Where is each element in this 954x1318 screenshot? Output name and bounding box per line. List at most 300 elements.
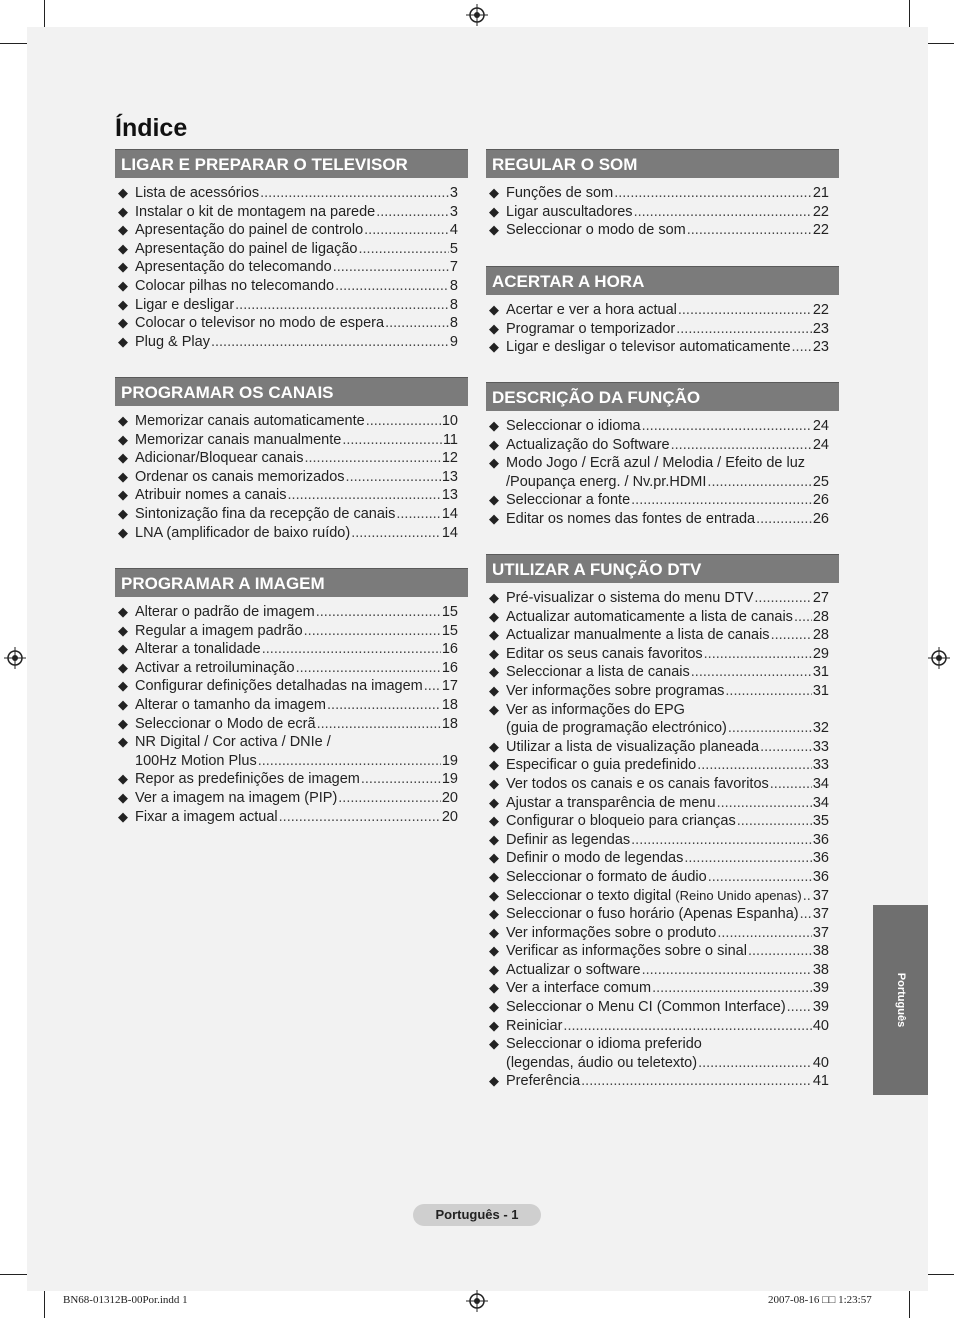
toc-entry-row (135, 296, 458, 315)
dot-leader (376, 203, 449, 222)
dot-leader (361, 770, 441, 789)
toc-entry-row (135, 715, 458, 734)
toc-page-number: 39 (812, 999, 829, 1016)
toc-page-number: 16 (441, 659, 458, 676)
toc-entry-label: Especificar o guia predefinido (506, 757, 697, 774)
toc-page-number: 25 (812, 473, 829, 490)
toc-entry-label: NR Digital / Cor activa / DNIe / (135, 734, 331, 751)
section-heading: REGULAR O SOM (486, 149, 839, 178)
crop-mark (0, 1274, 27, 1275)
toc-entry-label: Alterar o tamanho da imagem (135, 696, 327, 713)
dot-leader (279, 808, 441, 827)
toc-section (115, 149, 468, 351)
toc-entry-label-continued: (legendas, áudio ou teletexto) (506, 1054, 698, 1071)
toc-entry-row (506, 663, 829, 682)
diamond-bullet-icon: ◆ (489, 831, 499, 847)
toc-page-number: 29 (812, 645, 829, 662)
diamond-bullet-icon: ◆ (118, 789, 128, 805)
dot-leader (327, 696, 441, 715)
toc-entry (486, 905, 839, 924)
toc-entry-row (506, 491, 829, 510)
toc-list (115, 406, 468, 542)
dot-leader (698, 1054, 812, 1073)
toc-entry (486, 682, 839, 701)
dot-leader (676, 320, 812, 339)
toc-page-number: 17 (441, 678, 458, 695)
section-heading: ACERTAR A HORA (486, 266, 839, 295)
diamond-bullet-icon: ◆ (489, 794, 499, 810)
toc-entry (115, 468, 468, 487)
diamond-bullet-icon: ◆ (489, 627, 499, 643)
toc-entry-label: Memorizar canais automaticamente (135, 413, 365, 429)
dot-leader (792, 338, 812, 357)
toc-entry (486, 794, 839, 813)
toc-list (486, 411, 839, 529)
diamond-bullet-icon: ◆ (489, 436, 499, 452)
dot-leader (364, 221, 449, 240)
toc-page-number: 23 (812, 320, 829, 337)
dot-leader (642, 961, 812, 980)
toc-entry (486, 338, 839, 357)
diamond-bullet-icon: ◆ (118, 808, 128, 824)
dot-leader (316, 603, 441, 622)
toc-entry (486, 1072, 839, 1091)
toc-entry (486, 998, 839, 1017)
dot-leader (691, 663, 812, 682)
diamond-bullet-icon: ◆ (118, 468, 128, 484)
dot-leader (333, 258, 449, 277)
toc-entry-row (506, 473, 829, 492)
toc-page-number: 33 (812, 757, 829, 774)
toc-entry-note: (Reino Unido apenas) (675, 887, 802, 903)
toc-entry (486, 887, 839, 906)
registration-mark-icon (466, 4, 488, 26)
dot-leader (717, 924, 811, 943)
dot-leader (614, 184, 812, 203)
diamond-bullet-icon: ◆ (118, 505, 128, 521)
dot-leader (317, 715, 441, 734)
toc-entry-label-continued: (guia de programação electrónico) (506, 720, 727, 737)
diamond-bullet-icon: ◆ (489, 510, 499, 526)
section-heading: UTILIZAR A FUNÇÃO DTV (486, 554, 839, 583)
toc-entry (115, 603, 468, 622)
toc-entry-label: Ordenar os canais memorizados (135, 468, 345, 485)
section-heading: PROGRAMAR OS CANAIS (115, 377, 468, 406)
dot-leader (684, 849, 812, 868)
diamond-bullet-icon: ◆ (489, 980, 499, 996)
toc-entry-label: Seleccionar o fuso horário (Apenas Espanha) (506, 906, 799, 923)
diamond-bullet-icon: ◆ (489, 682, 499, 698)
toc-entry (486, 608, 839, 627)
crop-mark (0, 43, 27, 44)
toc-entry-row (506, 719, 829, 738)
toc-section (115, 568, 468, 826)
dot-leader (707, 473, 811, 492)
toc-entry-row (135, 258, 458, 277)
toc-entry-row (506, 1017, 829, 1036)
toc-entry (486, 812, 839, 831)
toc-page-number: 40 (812, 1054, 829, 1071)
toc-page-number: 19 (441, 771, 458, 788)
dot-leader (748, 942, 812, 961)
toc-entry-row (506, 436, 829, 455)
toc-page-number: 21 (812, 185, 829, 201)
toc-entry (486, 663, 839, 682)
dot-leader (385, 314, 449, 333)
diamond-bullet-icon: ◆ (118, 622, 128, 638)
toc-entry (486, 756, 839, 775)
toc-entry-label: Editar os seus canais favoritos (506, 645, 703, 662)
toc-entry-label: Fixar a imagem actual (135, 808, 278, 825)
toc-page-number: 20 (441, 808, 458, 825)
toc-entry-row (506, 998, 829, 1017)
toc-entry (486, 849, 839, 868)
toc-entry-row (506, 184, 829, 203)
crop-mark (909, 1291, 910, 1318)
toc-entry-label: Atribuir nomes a canais (135, 487, 287, 504)
crop-mark (927, 43, 954, 44)
diamond-bullet-icon: ◆ (489, 339, 499, 355)
toc-entry-row (506, 221, 829, 240)
diamond-bullet-icon: ◆ (489, 906, 499, 922)
dot-leader (737, 812, 812, 831)
diamond-bullet-icon: ◆ (489, 492, 499, 508)
diamond-bullet-icon: ◆ (489, 1036, 499, 1052)
toc-entry (115, 505, 468, 524)
toc-entry-row (135, 468, 458, 487)
dot-leader (351, 524, 441, 543)
toc-page-number: 9 (449, 333, 458, 350)
toc-entry-label: Pré-visualizar o sistema do menu DTV (506, 590, 754, 606)
toc-entry (115, 449, 468, 468)
toc-entry-label: Programar o temporizador (506, 320, 676, 337)
toc-entry-row (135, 221, 458, 240)
registration-mark-icon (466, 1290, 488, 1312)
toc-entry-label: Sintonização fina da recepção de canais (135, 505, 396, 522)
toc-page-number: 23 (812, 339, 829, 356)
toc-entry (486, 203, 839, 222)
toc-entry-label: Ajustar a transparência de menu (506, 794, 716, 811)
toc-entry (115, 486, 468, 505)
toc-page-number: 24 (812, 418, 829, 434)
dot-leader (754, 589, 811, 608)
toc-page-number: 35 (812, 813, 829, 830)
toc-entry-label: Actualizar manualmente a lista de canais (506, 627, 770, 644)
toc-entry-label: Actualizar automaticamente a lista de canais (506, 608, 793, 625)
toc-entry-row (506, 905, 829, 924)
dot-leader (678, 301, 812, 320)
toc-entry-row (506, 924, 829, 943)
dot-leader (424, 677, 441, 696)
dot-leader (346, 468, 441, 487)
toc-entry (486, 979, 839, 998)
crop-mark (927, 1274, 954, 1275)
toc-entry-label: Ver a interface comum (506, 980, 652, 997)
toc-entry-label: Apresentação do telecomando (135, 259, 332, 276)
toc-entry-label: Modo Jogo / Ecrã azul / Melodia / Efeito de luz (506, 455, 806, 472)
toc-entry (486, 738, 839, 757)
toc-entry-row (135, 808, 458, 827)
toc-entry-row (135, 184, 458, 203)
toc-entry (115, 789, 468, 808)
dot-leader (304, 622, 441, 641)
toc-list (486, 295, 839, 357)
toc-entry-row (135, 640, 458, 659)
toc-page-number: 14 (441, 505, 458, 522)
diamond-bullet-icon: ◆ (118, 715, 128, 731)
toc-entry-row (506, 608, 829, 627)
diamond-bullet-icon: ◆ (489, 868, 499, 884)
toc-entry-row (506, 961, 829, 980)
diamond-bullet-icon: ◆ (489, 775, 499, 791)
toc-page-number: 37 (812, 887, 829, 904)
toc-page-number: 28 (812, 608, 829, 625)
toc-entry-label: Seleccionar a lista de canais (506, 664, 690, 681)
toc-entry-label: Acertar e ver a hora actual (506, 302, 677, 318)
toc-page-number: 31 (812, 664, 829, 681)
diamond-bullet-icon: ◆ (489, 222, 499, 238)
toc-page-number: 20 (441, 789, 458, 806)
page-title: Índice (115, 114, 188, 142)
toc-page-number: 5 (449, 240, 458, 257)
diamond-bullet-icon: ◆ (118, 524, 128, 540)
dot-leader (704, 645, 812, 664)
toc-page-number: 16 (441, 641, 458, 658)
toc-entry (486, 320, 839, 339)
toc-page-number: 34 (812, 775, 829, 792)
toc-entry-label: Lista de acessórios (135, 185, 260, 201)
toc-entry-row (506, 203, 829, 222)
section-heading: DESCRIÇÃO DA FUNÇÃO (486, 382, 839, 411)
toc-page-number: 12 (441, 450, 458, 467)
dot-leader (671, 436, 812, 455)
toc-entry-label: Colocar pilhas no telecomando (135, 277, 335, 294)
toc-page-number: 13 (441, 487, 458, 504)
toc-section (115, 377, 468, 542)
toc-entry-row (135, 240, 458, 259)
toc-entry (115, 184, 468, 203)
toc-entry-row (506, 979, 829, 998)
dot-leader (335, 277, 449, 296)
toc-page-number: 36 (812, 831, 829, 848)
diamond-bullet-icon: ◆ (489, 455, 499, 471)
diamond-bullet-icon: ◆ (489, 302, 499, 317)
dot-leader (770, 775, 812, 794)
toc-page-number: 31 (812, 682, 829, 699)
diamond-bullet-icon: ◆ (118, 678, 128, 694)
toc-entry-label-continued: /Poupança energ. / Nv.pr.HDMI (506, 473, 707, 490)
diamond-bullet-icon: ◆ (489, 320, 499, 336)
toc-page-number: 14 (441, 524, 458, 541)
toc-entry (486, 184, 839, 203)
toc-entry-label: Ver todos os canais e os canais favoritos (506, 775, 769, 792)
diamond-bullet-icon: ◆ (118, 222, 128, 238)
toc-entry (486, 454, 839, 491)
dot-leader (634, 203, 812, 222)
toc-entry-label-continued: 100Hz Motion Plus (135, 752, 257, 769)
toc-page-number: 37 (812, 924, 829, 941)
toc-page-number: 41 (812, 1073, 829, 1090)
toc-page-number: 40 (812, 1017, 829, 1034)
diamond-bullet-icon: ◆ (118, 277, 128, 293)
toc-entry-label: LNA (amplificador de baixo ruído) (135, 524, 351, 541)
toc-page-number: 3 (449, 185, 458, 201)
toc-page-number: 15 (441, 622, 458, 639)
toc-page-number: 22 (812, 203, 829, 220)
toc-entry-row (135, 505, 458, 524)
toc-entry (486, 701, 839, 738)
toc-entry (115, 296, 468, 315)
toc-entry (486, 301, 839, 320)
diamond-bullet-icon: ◆ (118, 296, 128, 312)
diamond-bullet-icon: ◆ (489, 813, 499, 829)
diamond-bullet-icon: ◆ (118, 203, 128, 219)
toc-entry-label: Editar os nomes das fontes de entrada (506, 510, 756, 527)
toc-page-number: 8 (449, 277, 458, 294)
dot-leader (708, 868, 812, 887)
toc-entry-label: Configurar o bloqueio para crianças (506, 813, 736, 830)
toc-page-number: 36 (812, 868, 829, 885)
diamond-bullet-icon: ◆ (489, 185, 499, 200)
dot-leader (787, 998, 812, 1017)
diamond-bullet-icon: ◆ (489, 924, 499, 940)
toc-entry (115, 258, 468, 277)
toc-entry (486, 868, 839, 887)
toc-page-number: 22 (812, 302, 829, 318)
toc-entry-label: Adicionar/Bloquear canais (135, 450, 304, 467)
toc-entry-label: Seleccionar o formato de áudio (506, 868, 707, 885)
toc-page-number: 18 (441, 696, 458, 713)
diamond-bullet-icon: ◆ (489, 1073, 499, 1089)
toc-entry (486, 1035, 839, 1072)
toc-entry-label: Repor as predefinições de imagem (135, 771, 360, 788)
toc-entry (115, 715, 468, 734)
toc-entry (486, 221, 839, 240)
toc-entry-label: Definir o modo de legendas (506, 850, 684, 867)
toc-entry-label: Ligar e desligar o televisor automaticamente (506, 339, 791, 356)
diamond-bullet-icon: ◆ (489, 887, 499, 903)
toc-entry (486, 436, 839, 455)
dot-leader (803, 887, 812, 906)
toc-entry-row (506, 812, 829, 831)
toc-entry-row (135, 770, 458, 789)
toc-page-number: 28 (812, 627, 829, 644)
diamond-bullet-icon: ◆ (489, 590, 499, 605)
toc-page-number: 13 (441, 468, 458, 485)
dot-leader (359, 240, 449, 259)
toc-entry-label: Seleccionar o modo de som (506, 222, 686, 239)
dot-leader (652, 979, 812, 998)
diamond-bullet-icon: ◆ (489, 999, 499, 1015)
toc-list (115, 178, 468, 351)
toc-entry-row (506, 868, 829, 887)
diamond-bullet-icon: ◆ (118, 185, 128, 200)
toc-page-number: 10 (441, 413, 458, 429)
diamond-bullet-icon: ◆ (118, 413, 128, 428)
toc-entry (486, 417, 839, 436)
diamond-bullet-icon: ◆ (489, 961, 499, 977)
toc-page-number: 39 (812, 980, 829, 997)
dot-leader (800, 905, 812, 924)
toc-entry (115, 696, 468, 715)
toc-page-number: 8 (449, 296, 458, 313)
toc-entry-label: Alterar o padrão de imagem (135, 604, 315, 620)
dot-leader (235, 296, 449, 315)
diamond-bullet-icon: ◆ (118, 734, 128, 750)
toc-entry-label: Activar a retroiluminação (135, 659, 295, 676)
dot-leader (396, 505, 440, 524)
toc-entry-row (135, 696, 458, 715)
toc-entry (115, 770, 468, 789)
toc-entry-row (135, 449, 458, 468)
toc-section (486, 554, 839, 1091)
dot-leader (366, 412, 441, 431)
toc-entry-label: Ver as informações do EPG (506, 701, 685, 718)
toc-entry-label: Ligar auscultadores (506, 203, 633, 220)
diamond-bullet-icon: ◆ (118, 431, 128, 447)
toc-entry-label: Preferência (506, 1073, 581, 1090)
diamond-bullet-icon: ◆ (489, 418, 499, 433)
toc-entry-row (506, 417, 829, 436)
toc-entry (486, 491, 839, 510)
diamond-bullet-icon: ◆ (118, 659, 128, 675)
diamond-bullet-icon: ◆ (489, 757, 499, 773)
toc-entry-label: Seleccionar o idioma preferido (506, 1036, 702, 1053)
toc-entry-row (506, 626, 829, 645)
dot-leader (756, 510, 812, 529)
toc-page-number: 32 (812, 720, 829, 737)
toc-entry (115, 733, 468, 770)
toc-entry (486, 775, 839, 794)
toc-entry-label: Ver informações sobre o produto (506, 924, 717, 941)
dot-leader (794, 608, 812, 627)
dot-leader (260, 184, 449, 203)
dot-leader (631, 831, 812, 850)
toc-entry-row (506, 1054, 829, 1073)
toc-page-number: 33 (812, 738, 829, 755)
toc-entry-row (135, 431, 458, 450)
dot-leader (258, 752, 441, 771)
toc-entry-label: Seleccionar o Menu CI (Common Interface) (506, 999, 786, 1016)
toc-page-number: 38 (812, 961, 829, 978)
dot-leader (725, 682, 811, 701)
dot-leader (304, 449, 440, 468)
crop-mark (44, 0, 45, 27)
toc-entry-row (135, 333, 458, 352)
toc-entry-row (135, 486, 458, 505)
toc-page-number: 19 (441, 752, 458, 769)
toc-entry (115, 431, 468, 450)
toc-entry (486, 626, 839, 645)
diamond-bullet-icon: ◆ (118, 487, 128, 503)
toc-page-number: 36 (812, 850, 829, 867)
toc-section (486, 149, 839, 240)
crop-mark (44, 1291, 45, 1318)
toc-entry-row (135, 752, 458, 771)
toc-entry-label: Instalar o kit de montagem na parede (135, 203, 376, 220)
toc-entry-label: Seleccionar o idioma (506, 418, 641, 434)
diamond-bullet-icon: ◆ (489, 608, 499, 624)
toc-entry-label: Actualização do Software (506, 436, 670, 453)
toc-entry (115, 240, 468, 259)
diamond-bullet-icon: ◆ (489, 664, 499, 680)
dot-leader (631, 491, 812, 510)
toc-entry-row (135, 277, 458, 296)
toc-entry (115, 277, 468, 296)
toc-entry-row (135, 524, 458, 543)
toc-page-number: 18 (441, 715, 458, 732)
toc-entry-label: Configurar definições detalhadas na imagem (135, 678, 423, 695)
